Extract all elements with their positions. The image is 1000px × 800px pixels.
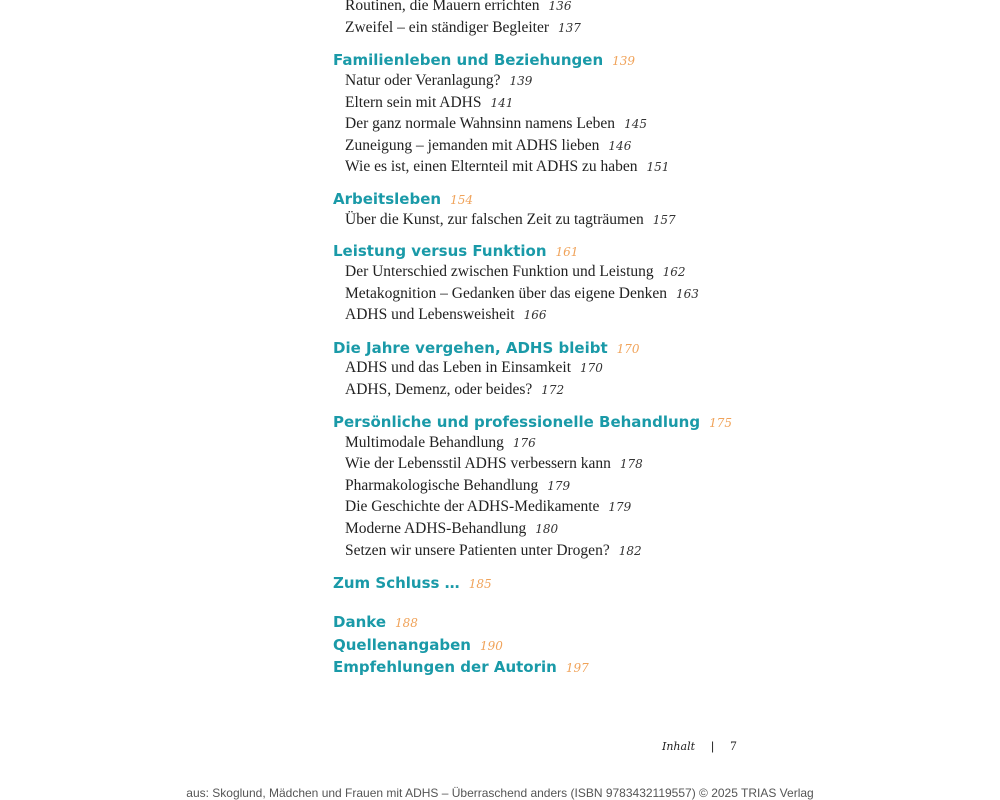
toc-entry-page: 139 [509, 74, 533, 88]
toc-section-title: Danke [333, 613, 386, 631]
toc-section [333, 658, 589, 677]
toc-entry [345, 542, 642, 560]
toc-entry-page: 179 [608, 500, 632, 514]
toc-entry [345, 158, 669, 176]
page-number: 7 [730, 738, 737, 753]
toc-entry [345, 211, 676, 229]
toc-section-title: Quellenangaben [333, 636, 471, 654]
toc-section-page: 185 [468, 577, 492, 591]
toc-entry-page: 162 [662, 265, 686, 279]
toc-entry-page: 172 [541, 383, 565, 397]
footer-label: Inhalt [662, 740, 696, 753]
toc-section-page: 161 [555, 245, 579, 259]
toc-entry-title: Zweifel – ein ständiger Begleiter [345, 19, 550, 36]
toc-entry-page: 180 [535, 522, 559, 536]
toc-entry-title: Zuneigung – jemanden mit ADHS lieben [345, 137, 600, 154]
footer-separator: | [711, 739, 715, 753]
toc-entry-title: ADHS, Demenz, oder beides? [345, 381, 533, 398]
toc-section-page: 139 [612, 54, 636, 68]
toc-entry-title: ADHS und das Leben in Einsamkeit [345, 359, 572, 376]
toc-section-title: Persönliche und professionelle Behandlung [333, 413, 701, 431]
toc-entry [345, 434, 536, 452]
toc-entry-page: 141 [490, 96, 514, 110]
toc-entry-title: Wie der Lebensstil ADHS verbessern kann [345, 455, 611, 472]
toc-entry-title: Moderne ADHS-Behandlung [345, 520, 527, 537]
source-citation: aus: Skoglund, Mädchen und Frauen mit ADHS – Überraschend anders (ISBN 9783432119557) © 2025 TRIAS Verlag [186, 786, 814, 800]
toc-entry [345, 359, 603, 377]
toc-entry-page: 137 [558, 21, 581, 35]
toc-entry-title: Eltern sein mit ADHS [345, 94, 482, 111]
toc-entry [345, 520, 558, 538]
toc-entry [345, 306, 547, 324]
toc-entry-title: Die Geschichte der ADHS-Medikamente [345, 498, 600, 515]
toc-entry-page: 136 [548, 0, 572, 13]
toc-entry-page: 170 [580, 361, 603, 375]
toc-entry-title: Metakognition – Gedanken über das eigene Denken [345, 285, 667, 302]
toc-section [333, 413, 732, 432]
toc-section [333, 636, 503, 655]
toc-entry-page: 176 [512, 436, 536, 450]
toc-section-page: 188 [395, 616, 418, 630]
toc-entry-page: 182 [618, 544, 642, 558]
toc-entry [345, 455, 643, 473]
toc-section-page: 175 [709, 416, 732, 430]
toc-section [333, 339, 640, 358]
toc-section-title: Zum Schluss … [333, 574, 460, 592]
toc-entry [345, 94, 513, 112]
toc-entry-title: Setzen wir unsere Patienten unter Drogen? [345, 542, 610, 559]
toc-entry-page: 145 [624, 117, 647, 131]
toc-entry-page: 166 [523, 308, 547, 322]
toc-section [333, 242, 578, 261]
toc-section-title: Leistung versus Funktion [333, 242, 547, 260]
toc-entry-page: 157 [652, 213, 676, 227]
toc-entry-title: Pharmakologische Behandlung [345, 477, 539, 494]
toc-entry-page: 146 [608, 139, 632, 153]
toc-entry [345, 285, 699, 303]
toc-entry-page: 163 [675, 287, 699, 301]
toc-section-title: Empfehlungen der Autorin [333, 658, 557, 676]
toc-entry [345, 72, 532, 90]
toc-entry [345, 137, 631, 155]
toc-entry [345, 115, 647, 133]
toc-entry [345, 381, 564, 399]
toc-entry-title: Über die Kunst, zur falschen Zeit zu tagträumen [345, 211, 644, 228]
toc-entry [345, 498, 631, 516]
toc-section [333, 613, 418, 632]
toc-section [333, 574, 492, 593]
toc-section-page: 154 [450, 193, 473, 207]
toc-entry-page: 151 [646, 160, 670, 174]
toc-entry-title: Routinen, die Mauern errichten [345, 0, 540, 14]
page-footer [662, 738, 737, 754]
toc-entry-title: Wie es ist, einen Elternteil mit ADHS zu haben [345, 158, 638, 175]
toc-entry-page: 179 [547, 479, 571, 493]
toc-section-title: Arbeitsleben [333, 190, 442, 208]
toc-section-page: 190 [480, 639, 503, 653]
toc-entry-page: 178 [619, 457, 643, 471]
toc-entry-title: Multimodale Behandlung [345, 434, 504, 451]
toc-section-page: 170 [616, 342, 640, 356]
toc-section-title: Familienleben und Beziehungen [333, 51, 604, 69]
toc-entry [345, 477, 570, 495]
toc-entry-title: Der ganz normale Wahnsinn namens Leben [345, 115, 616, 132]
toc-entry-title: ADHS und Lebensweisheit [345, 306, 515, 323]
toc-entry [345, 19, 581, 37]
toc-entry [345, 263, 686, 281]
toc-section [333, 51, 635, 70]
toc-entry-title: Natur oder Veranlagung? [345, 72, 501, 89]
toc-section-title: Die Jahre vergehen, ADHS bleibt [333, 339, 608, 357]
toc-section-page: 197 [565, 661, 589, 675]
toc-section [333, 190, 473, 209]
toc-entry-title: Der Unterschied zwischen Funktion und Leistung [345, 263, 654, 280]
toc-entry [345, 0, 571, 15]
